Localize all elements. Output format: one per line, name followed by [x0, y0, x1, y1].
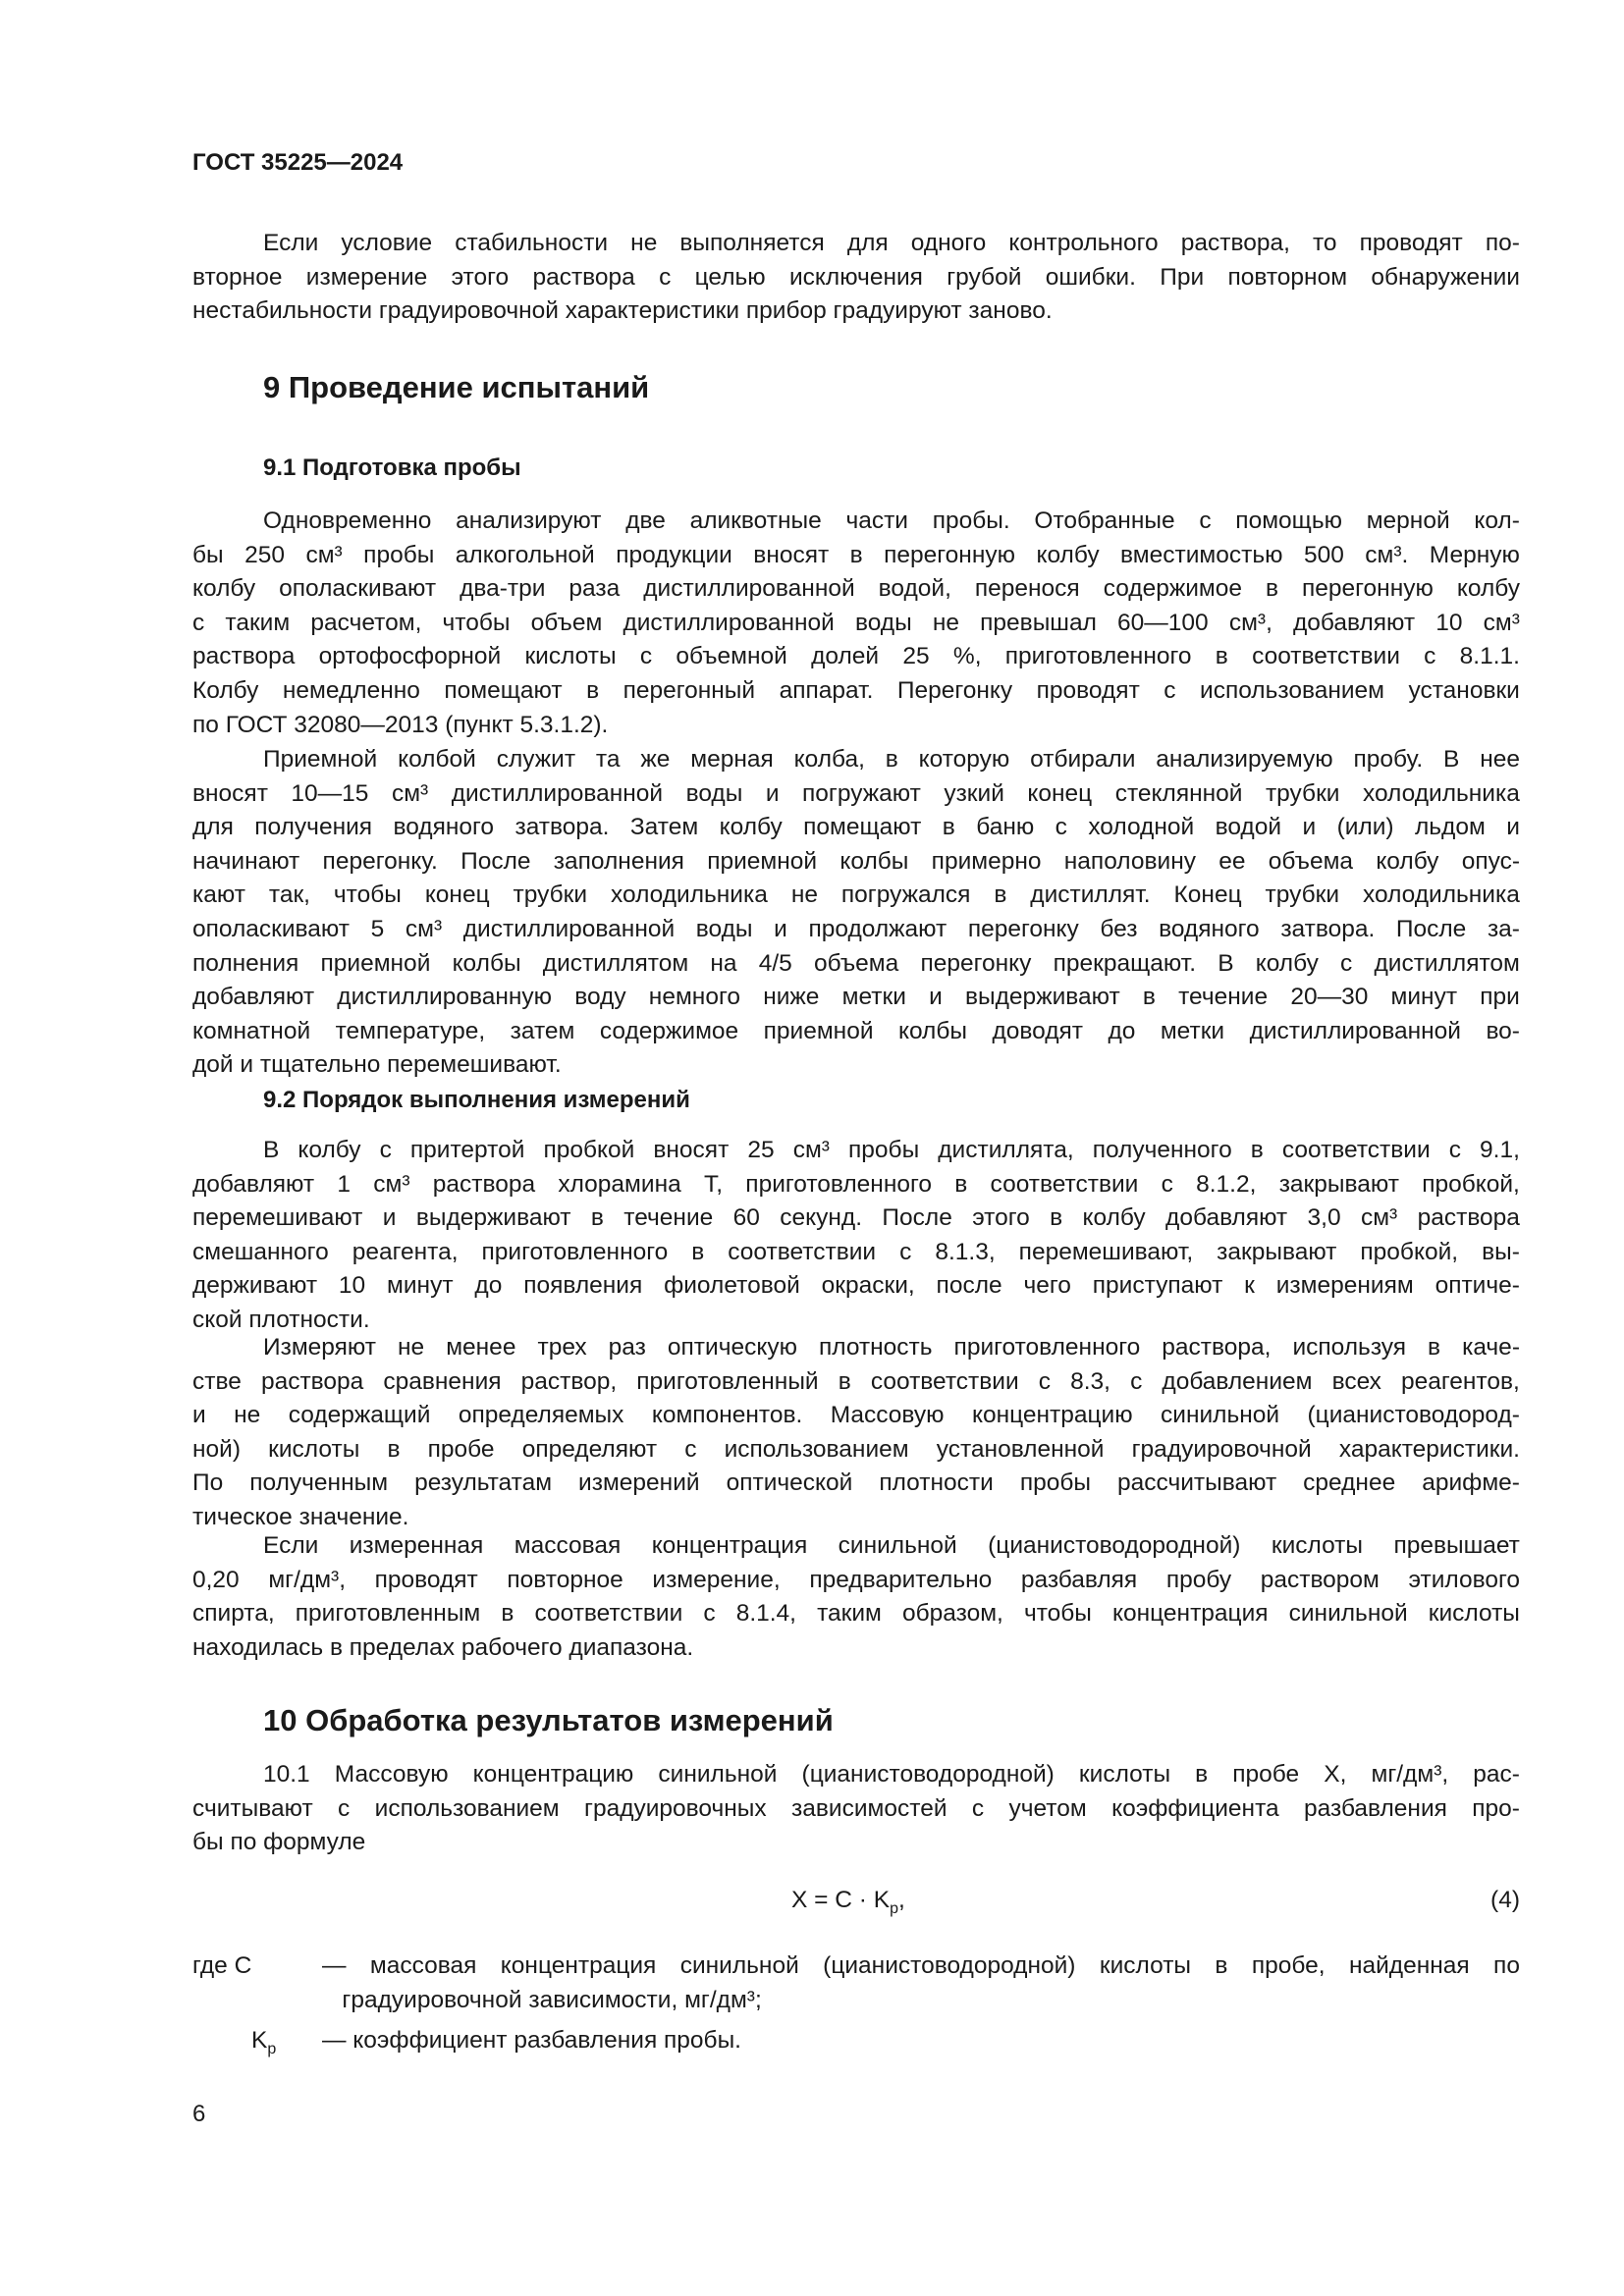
text-line: ской плотности. — [192, 1306, 370, 1333]
text-line: кают так, чтобы конец трубки холодильника не погружался в дистиллят. Конец трубки холодильника — [192, 881, 1520, 909]
formula-4 — [192, 1887, 1520, 1926]
text-line: смешанного реагента, приготовленного в соответствии с 8.1.3, перемешивают, закрывают пробкой, вы- — [192, 1238, 1520, 1265]
text-line: и не содержащий определяемых компонентов. Массовую концентрацию синильной (цианистоводород- — [192, 1402, 1520, 1429]
text-line: с таким расчетом, чтобы объем дистиллированной воды не превышал 60—100 см³, добавляют 10 см³ — [192, 609, 1520, 636]
text-line: бы 250 см³ пробы алкогольной продукции вносят в перегонную колбу вместимостью 500 см³. Мерную — [192, 541, 1520, 568]
section-10-heading: 10 Обработка результатов измерений — [263, 1703, 834, 1737]
subsection-9-2-heading: 9.2 Порядок выполнения измерений — [263, 1087, 690, 1113]
text-line: добавляют дистиллированную воду немного ниже метки и выдерживают в течение 20—30 минут при — [192, 984, 1520, 1011]
formula-expression: $X = C \cdot K_р$, — [791, 1887, 905, 1917]
document-header: ГОСТ 35225—2024 — [192, 149, 404, 176]
paragraph-receiving-flask — [192, 743, 1520, 1083]
text-line: нестабильности градуировочной характеристики прибор градуируют заново. — [192, 297, 1053, 325]
text-line: В колбу с притертой пробкой вносят 25 см³ пробы дистиллята, полученного в соответствии с 9.1, — [263, 1137, 1520, 1163]
paragraph-optical-density — [192, 1331, 1520, 1535]
formula-number: (4) — [1490, 1887, 1520, 1913]
text-line: вносят 10—15 см³ дистиллированной воды и погружают узкий конец стеклянной трубки холодильника — [192, 779, 1520, 807]
text-line: держивают 10 минут до появления фиолетовой окраски, после чего приступают к измерениям оптиче- — [192, 1272, 1520, 1300]
paragraph-measurement — [192, 1134, 1520, 1338]
text-line: стве раствора сравнения раствор, приготовленный в соответствии с 8.3, с добавлением всех реагентов, — [192, 1367, 1520, 1395]
legend-desc-k: — коэффициент разбавления пробы. — [322, 2027, 741, 2054]
text-line: Измеряют не менее трех раз оптическую плотность приготовленного раствора, используя в каче- — [263, 1334, 1520, 1361]
paragraph-dilution — [192, 1529, 1520, 1665]
text-line: комнатной температуре, затем содержимое приемной колбы доводят до метки дистиллированной во- — [192, 1017, 1520, 1044]
paragraph-stability — [192, 227, 1520, 329]
text-line: Если условие стабильности не выполняется для одного контрольного раствора, то проводят по- — [263, 230, 1520, 256]
text-line: колбу ополаскивают два-три раза дистиллированной водой, перенося содержимое в перегонную колбу — [192, 575, 1520, 603]
legend-desc-c: — массовая концентрация синильной (цианистоводородной) кислоты в пробе, найденная по градуировочной зависимости, мг/дм³; — [322, 1952, 1520, 2013]
legend-term-c: где C — [192, 1952, 252, 1979]
text-line: Приемной колбой служит та же мерная колба, в которую отбирали анализируемую пробу. В нее — [263, 746, 1520, 773]
text-line: по ГОСТ 32080—2013 (пункт 5.3.1.2). — [192, 711, 609, 738]
text-line: дой и тщательно перемешивают. — [192, 1051, 562, 1079]
text-line: бы по формуле — [192, 1829, 366, 1856]
section-9-heading: 9 Проведение испытаний — [263, 370, 650, 404]
text-line: ной) кислоты в пробе определяют с использованием установленной градуировочной характеристики. — [192, 1435, 1520, 1463]
text-line: добавляют 1 см³ раствора хлорамина Т, приготовленного в соответствии с 8.1.2, закрывают пробкой, — [192, 1170, 1520, 1198]
text-line: 0,20 мг/дм³, проводят повторное измерение, предварительно разбавляя пробу раствором этилового — [192, 1566, 1520, 1593]
legend-term-k: $K_р$ — [251, 2027, 277, 2057]
text-line: начинают перегонку. После заполнения приемной колбы примерно наполовину ее объема колбу опус- — [192, 847, 1520, 875]
paragraph-sample-prep — [192, 505, 1520, 742]
text-line: для получения водяного затвора. Затем колбу помещают в баню с холодной водой и (или) льдом и — [192, 814, 1520, 841]
text-line: раствора ортофосфорной кислоты с объемной долей 25 %, приготовленного в соответствии с 8.1.1. — [192, 643, 1520, 670]
text-line: тическое значение. — [192, 1503, 409, 1530]
page-number: 6 — [192, 2101, 206, 2127]
text-line: вторное измерение этого раствора с целью исключения грубой ошибки. При повторном обнаружении — [192, 263, 1520, 291]
text-line: По полученным результатам измерений оптической плотности пробы рассчитывают среднее арифме- — [192, 1469, 1520, 1497]
text-line: 10.1 Массовую концентрацию синильной (цианистоводородной) кислоты в пробе X, мг/дм³, рас- — [263, 1761, 1520, 1788]
text-line: полнения приемной колбы дистиллятом на 4/5 объема перегонку прекращают. В колбу с дистиллятом — [192, 949, 1520, 977]
subsection-9-1-heading: 9.1 Подготовка пробы — [263, 454, 521, 481]
formula-legend — [192, 1949, 1520, 2057]
text-line: ополаскивают 5 см³ дистиллированной воды и продолжают перегонку без водяного затвора. После за- — [192, 915, 1520, 942]
text-line: спирта, приготовленным в соответствии с 8.1.4, таким образом, чтобы концентрация синильной кислоты — [192, 1600, 1520, 1628]
text-line: Одновременно анализируют две аликвотные части пробы. Отобранные с помощью мерной кол- — [263, 507, 1520, 534]
text-line: Колбу немедленно помещают в перегонный аппарат. Перегонку проводят с использованием установки — [192, 676, 1520, 704]
text-line: перемешивают и выдерживают в течение 60 секунд. После этого в колбу добавляют 3,0 см³ раствора — [192, 1204, 1520, 1232]
text-line: находилась в пределах рабочего диапазона. — [192, 1633, 694, 1661]
text-line: Если измеренная массовая концентрация синильной (цианистоводородной) кислоты превышает — [263, 1532, 1520, 1559]
text-line: считывают с использованием градуировочных зависимостей с учетом коэффициента разбавления про- — [192, 1794, 1520, 1822]
paragraph-10-1 — [192, 1758, 1520, 1860]
